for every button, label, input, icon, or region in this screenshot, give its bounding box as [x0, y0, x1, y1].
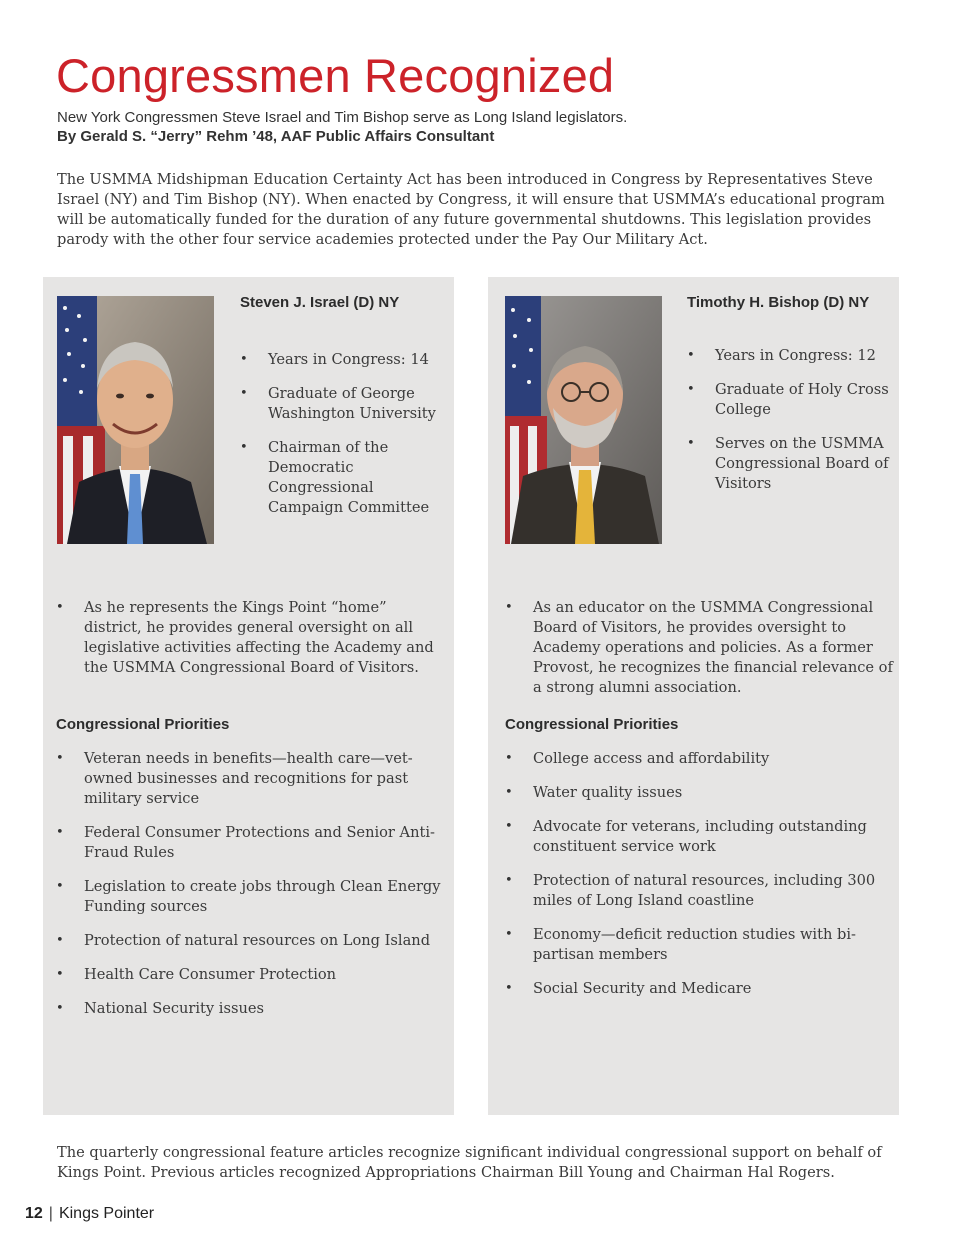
israel-priority: • Legislation to create jobs through Clean Energy Funding sources	[56, 877, 441, 917]
article-closing: The quarterly congressional feature articles recognize significant individual congressional support on behalf of Kings Point. Previous articles recognized Appropriations Chairman Bill Young and Chairman Hal Rogers.	[57, 1144, 882, 1181]
israel-fact: • Years in Congress: 14	[240, 350, 445, 370]
bishop-portrait-image	[505, 296, 662, 544]
bishop-facts	[687, 346, 892, 508]
article-byline: By Gerald S. “Jerry” Rehm ’48, AAF Public Affairs Consultant	[57, 128, 495, 145]
bishop-fact: • Serves on the USMMA Congressional Board of Visitors	[687, 434, 892, 494]
page-number: 12	[25, 1205, 43, 1222]
israel-role: • As he represents the Kings Point “home” district, he provides general oversight on all legislative activities affecting the Academy and the USMMA Congressional Board of Visitors.	[56, 598, 448, 678]
article-intro: The USMMA Midshipman Education Certainty Act has been introduced in Congress by Representatives Steve Israel (NY) and Tim Bishop (NY). When enacted by Congress, it will ensure that USMMA’s educational program will be automatically funded for the duration of any future governmental shutdowns. This legislation provides parody with the other four service academies protected under the Pay Our Military Act.	[57, 171, 885, 248]
bishop-portrait	[505, 296, 662, 544]
israel-facts	[240, 350, 445, 532]
bishop-fact: • Graduate of Holy Cross College	[687, 380, 892, 420]
israel-priority: • Protection of natural resources on Long Island	[56, 931, 441, 951]
bishop-priority: • Social Security and Medicare	[505, 979, 890, 999]
israel-priority: • Health Care Consumer Protection	[56, 965, 441, 985]
israel-portrait-image	[57, 296, 214, 544]
bishop-priority: • Advocate for veterans, including outstanding constituent service work	[505, 817, 890, 857]
israel-priority: • Federal Consumer Protections and Senior Anti-Fraud Rules	[56, 823, 441, 863]
page-footer	[25, 1205, 154, 1223]
bishop-priorities	[505, 749, 890, 1013]
israel-priority: • Veteran needs in benefits—health care—vet-owned businesses and recognitions for past military service	[56, 749, 441, 809]
israel-role-list	[56, 598, 448, 678]
israel-panel	[43, 277, 454, 1115]
israel-portrait	[57, 296, 214, 544]
bishop-role-list	[505, 598, 897, 698]
israel-name: Steven J. Israel (D) NY	[240, 294, 400, 311]
bishop-fact: • Years in Congress: 12	[687, 346, 892, 366]
bishop-priority: • Water quality issues	[505, 783, 890, 803]
israel-priorities-heading: Congressional Priorities	[56, 716, 230, 733]
bishop-name: Timothy H. Bishop (D) NY	[687, 294, 870, 311]
article-title: Congressmen Recognized	[56, 49, 615, 102]
israel-priority: • National Security issues	[56, 999, 441, 1019]
israel-fact: • Graduate of George Washington University	[240, 384, 445, 424]
israel-fact: • Chairman of the Democratic Congressional Campaign Committee	[240, 438, 445, 518]
publication-name: Kings Pointer	[58, 1205, 155, 1222]
bishop-priority: • College access and affordability	[505, 749, 890, 769]
israel-priorities	[56, 749, 441, 1033]
article-subtitle: New York Congressmen Steve Israel and Tim Bishop serve as Long Island legislators.	[57, 109, 628, 126]
bishop-panel	[488, 277, 899, 1115]
bishop-priority: • Economy—deficit reduction studies with bi-partisan members	[505, 925, 890, 965]
bishop-priorities-heading: Congressional Priorities	[505, 716, 679, 733]
bishop-role: • As an educator on the USMMA Congressional Board of Visitors, he provides oversight to Academy operations and policies. As a former Provost, he recognizes the financial relevance of a strong alumni association.	[505, 598, 897, 698]
footer-separator: |	[48, 1205, 53, 1222]
bishop-priority: • Protection of natural resources, including 300 miles of Long Island coastline	[505, 871, 890, 911]
